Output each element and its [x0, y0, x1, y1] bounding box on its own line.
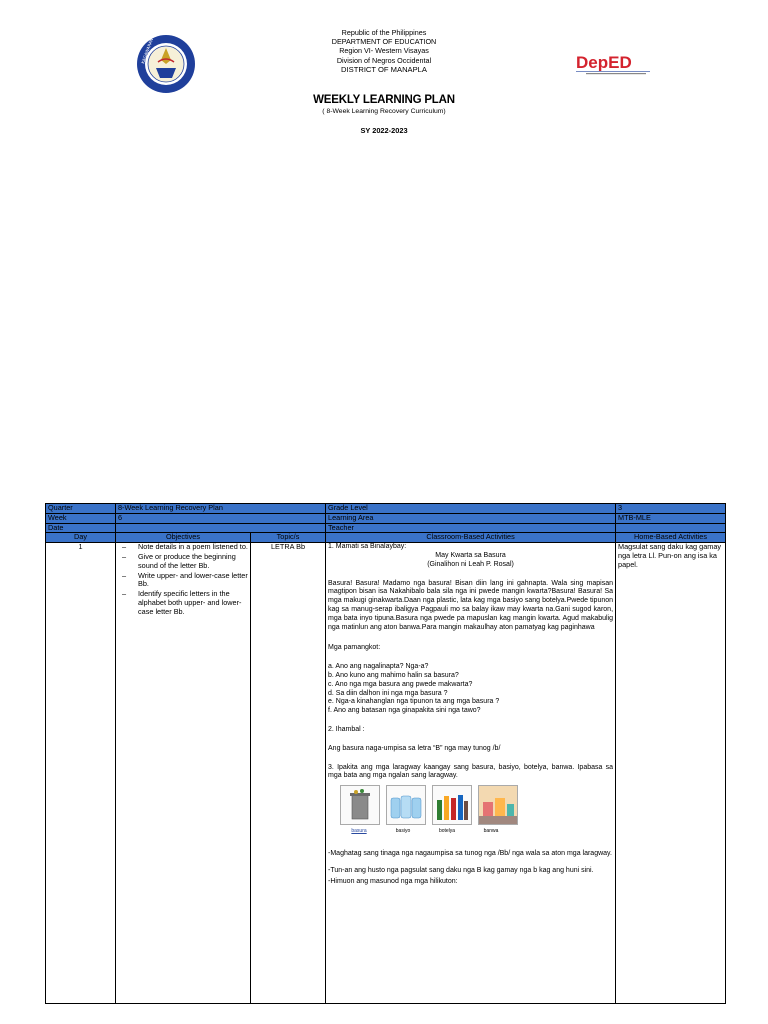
caption-basiyo: basiyo: [395, 828, 411, 835]
bottles-image: [432, 785, 472, 825]
step5-text: -Tun-an ang husto nga pagsulat sang daku nga B kag gamay nga b kag ang huni sini.: [328, 866, 594, 874]
col-day: Day: [46, 533, 116, 543]
school-year: SY 2022-2023: [360, 126, 408, 135]
grade-label: Grade Level: [326, 504, 616, 514]
list-item: – Identify specific letters in the alphabet both upper- and lower-case letter Bb.: [128, 590, 248, 616]
logo-text: DepED: [576, 53, 632, 72]
col-classroom: Classroom-Based Activities: [326, 533, 616, 543]
col-objectives: Objectives: [116, 533, 251, 543]
info-row-week: [46, 513, 726, 523]
list-item: b. Ano kuno ang mahimo halin sa basura?: [328, 671, 459, 679]
caption-botelya: botelya: [438, 828, 456, 835]
poem-title: May Kwarta sa Basura: [435, 551, 506, 559]
step4-text: -Maghatag sang tinaga nga nagaumpisa sa tunog nga /Bb/ nga wala sa aton mga laragway.: [328, 849, 612, 857]
caption-banwa: banwa: [483, 828, 499, 835]
header-lines: [0, 28, 768, 74]
quarter-label: Quarter: [46, 504, 116, 514]
list-item: e. Nga-a kinahanglan nga tipunon ta ang mga basura ?: [328, 698, 500, 706]
questions-heading: Mga pamangkot:: [328, 644, 381, 652]
info-row-quarter: [46, 504, 726, 514]
step2-heading: 2. Ihambal :: [328, 725, 365, 733]
topic-cell: LETRA Bb: [251, 543, 326, 1004]
step2-text: Ang basura naga-umpisa sa letra “B” nga may tunog /b/: [328, 744, 501, 752]
objectives-list: [118, 543, 248, 616]
week-label: Week: [46, 513, 116, 523]
activity-intro: 1. Mamati sa Binalaybay:: [328, 543, 407, 551]
poem-author: (Ginalihon ni Leah P. Rosal): [427, 560, 514, 568]
page-title: WEEKLY LEARNING PLAN: [313, 94, 455, 106]
poem-text: Basura! Basura! Madamo nga basura! Bisan diin lang ini gahnapta. Wala sing mapisan magtipon bisan isa Nakahibalo bala sila nga ini pwede mangin kwarta?Basura! Basura! Sa mga makugi ginakwarta.Daan nga plastic, lata kag mga basiyo sang botelya.Pwede tipunon kag sa manug-serap ibaligya Pagpauli mo sa balay ikaw may kwarta na.Gani sugod karon, mga bata inyo tipuna.Basura nga pwede pa mapuslan kag mangin kwarta. Agud makabulig nga matinlun ang aton banwa.Para mangin makaulhay aton pamatyag kag paginhawa: [328, 579, 614, 631]
week-value: 6: [116, 513, 326, 523]
col-home: Home-Based Activities: [616, 533, 726, 543]
list-item: f. Ano ang batasan nga ginapakita sini nga tawo?: [328, 707, 481, 715]
area-label: Learning Area: [326, 513, 616, 523]
town-image: [478, 785, 518, 825]
header-line-division: Division of Negros Occidental: [336, 55, 432, 65]
area-value: MTB-MLE: [616, 513, 726, 523]
list-item: – Write upper- and lower-case letter Bb.: [128, 572, 248, 590]
water-bottles-image: [386, 785, 426, 825]
picture-captions: [340, 827, 613, 836]
header-line-district: DISTRICT OF MANAPLA: [341, 64, 427, 74]
caption-basura: basura: [351, 828, 367, 835]
objectives-cell: [116, 543, 251, 1004]
list-item: – Note details in a poem listened to.: [128, 543, 248, 552]
classroom-activities-cell: [326, 543, 616, 1004]
trash-bin-image: [340, 785, 380, 825]
header-line-department: DEPARTMENT OF EDUCATION: [331, 37, 437, 47]
page-subtitle: ( 8-Week Learning Recovery Curriculum): [322, 108, 446, 115]
list-item: c. Ano nga mga basura ang pwede makwarta?: [328, 680, 473, 688]
list-item: d. Sa diin dalhon ini nga mga basura ?: [328, 689, 448, 697]
seal-text: KAGAWARAN NG: [140, 34, 157, 65]
header-line-republic: Republic of the Philippines: [341, 28, 427, 37]
step3-text: 3. Ipakita ang mga laragway kaangay sang basura, basiyo, botelya, banwa. Ipabasa sa mga bata ang mga ngalan sang laragway.: [328, 763, 614, 780]
quarter-value: 8-Week Learning Recovery Plan: [116, 504, 326, 514]
step6-text: -Himuon ang masunod nga mga hilikuton:: [328, 877, 458, 885]
learning-plan-table: [45, 503, 726, 1004]
grade-value: 3: [616, 504, 726, 514]
picture-row: [340, 785, 613, 825]
teacher-label: Teacher: [326, 523, 616, 533]
info-row-date: [46, 523, 726, 533]
header-line-region: Region VI- Western Visayas: [339, 46, 429, 56]
day-cell: 1: [46, 543, 116, 1004]
table-row: [46, 543, 726, 1004]
list-item: a. Ano ang nagalinapta? Nga-a?: [328, 663, 429, 671]
home-activities-cell: Magsulat sang daku kag gamay nga letra Ll. Pun-on ang isa ka papel.: [616, 543, 726, 1004]
col-topics: Topic/s: [251, 533, 326, 543]
list-item: – Give or produce the beginning sound of the letter Bb.: [128, 553, 248, 571]
date-label: Date: [46, 523, 116, 533]
questions-list: [328, 663, 613, 716]
